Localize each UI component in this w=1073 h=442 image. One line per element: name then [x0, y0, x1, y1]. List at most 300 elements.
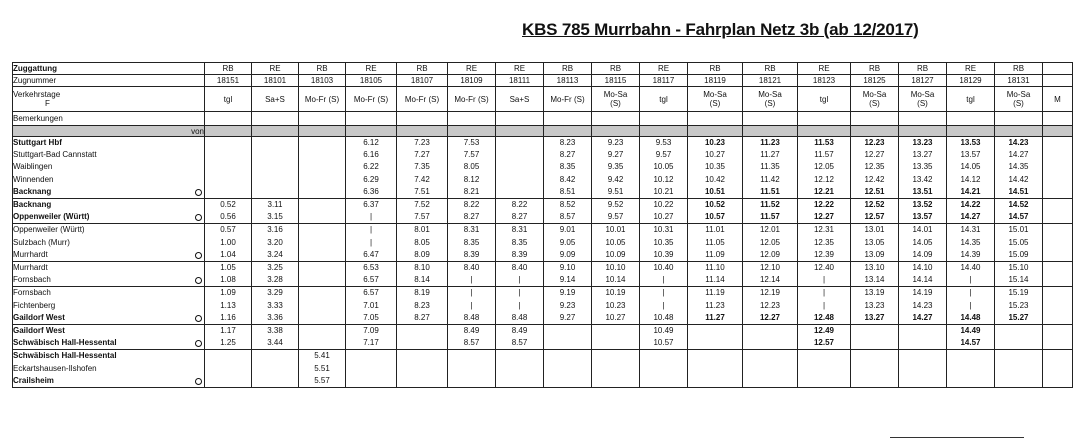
station-name: [13, 363, 204, 375]
departure-time: 8.49: [463, 326, 480, 336]
time-cell: [448, 137, 496, 199]
departure-time: [496, 174, 543, 186]
departure-time: [851, 337, 898, 349]
departure-time: [1043, 199, 1072, 211]
departure-time: 7.17: [363, 338, 379, 348]
departure-time: 15.14: [1008, 275, 1029, 285]
departure-time: [688, 363, 742, 375]
departure-time: [640, 375, 687, 387]
departure-time: [1043, 300, 1072, 312]
departure-time: 3.29: [267, 288, 283, 298]
departure-time: 14.27: [960, 212, 981, 222]
train-number: 18125: [851, 75, 899, 87]
departure-time: [299, 211, 345, 223]
remark-cell: [947, 112, 995, 126]
timetable-container: [12, 62, 1061, 434]
time-cell: [640, 350, 688, 388]
departure-time: 14.27: [912, 312, 933, 322]
station-name-text: Fornsbach: [13, 275, 51, 285]
departure-time: [1043, 337, 1072, 349]
train-category: RB: [688, 63, 743, 75]
departure-time: [899, 325, 946, 337]
train-number: 18119: [688, 75, 743, 87]
departure-time: 1.05: [220, 263, 236, 273]
departure-time: 14.12: [960, 174, 981, 184]
departure-time: 14.22: [960, 200, 981, 210]
departure-time: [205, 174, 251, 186]
departure-time: 8.57: [559, 212, 576, 222]
train-days: tgl: [947, 87, 995, 112]
departure-time: 8.14: [414, 275, 430, 285]
departure-time: 10.48: [653, 312, 674, 322]
time-cell: [397, 224, 448, 262]
departure-time: [496, 137, 543, 149]
departure-time: [1043, 137, 1072, 149]
circle-marker-icon: [195, 189, 202, 196]
remark-cell: [592, 112, 640, 126]
station-block: [13, 325, 1073, 350]
time-cell: [947, 287, 995, 325]
departure-time: [299, 161, 345, 173]
departure-time: [299, 137, 345, 149]
departure-time: 14.42: [1008, 174, 1029, 184]
time-cell: [397, 325, 448, 350]
departure-time: [1043, 350, 1072, 362]
departure-time: 9.19: [559, 288, 576, 298]
departure-time: 10.31: [653, 225, 674, 235]
departure-time: 12.35: [813, 237, 835, 247]
time-cell: [640, 137, 688, 199]
departure-time: 7.23: [414, 138, 430, 147]
time-cell: [205, 137, 252, 199]
departure-time: 7.05: [363, 312, 379, 322]
train-number: [1043, 75, 1073, 87]
departure-time: 7.52: [414, 200, 430, 210]
departure-time: 11.52: [760, 200, 780, 210]
time-cell: [743, 350, 798, 388]
circle-marker-icon: [195, 252, 202, 259]
departure-time: 10.01: [605, 225, 626, 235]
time-cell: [346, 224, 397, 262]
time-cell: [947, 137, 995, 199]
train-days: tgl: [640, 87, 688, 112]
departure-time: 8.57: [511, 338, 528, 348]
departure-time: 14.31: [960, 225, 981, 235]
train-category: RE: [448, 63, 496, 75]
departure-time: 11.19: [705, 288, 725, 298]
von-cell: [544, 126, 592, 137]
departure-time: 9.27: [559, 312, 576, 322]
departure-time: 12.14: [759, 275, 781, 285]
time-cell: [252, 350, 299, 388]
departure-time: |: [969, 300, 972, 310]
time-cell: [299, 287, 346, 325]
remark-cell: [1043, 112, 1073, 126]
departure-time: 10.23: [704, 138, 726, 147]
departure-time: [299, 224, 345, 236]
departure-time: 13.01: [864, 225, 885, 235]
departure-time: 3.25: [267, 263, 283, 273]
departure-time: 12.09: [759, 249, 781, 259]
departure-time: 8.27: [511, 212, 528, 222]
bemerkungen-label: Bemerkungen: [13, 112, 205, 126]
time-cell: [544, 199, 592, 224]
departure-time: |: [369, 212, 373, 222]
remark-cell: [851, 112, 899, 126]
departure-time: 10.21: [653, 186, 674, 196]
train-category: RB: [205, 63, 252, 75]
train-days-text: Mo-Sa (S): [1006, 90, 1031, 108]
time-cell: [743, 325, 798, 350]
von-cell: [688, 126, 743, 137]
station-name: [13, 350, 204, 362]
departure-time: [205, 375, 251, 387]
departure-time: [299, 274, 345, 286]
departure-time: 1.17: [220, 326, 236, 336]
time-cell: [851, 350, 899, 388]
departure-time: 6.37: [363, 200, 379, 210]
time-cell: [688, 350, 743, 388]
station-name: [13, 174, 204, 186]
time-cell: [995, 224, 1043, 262]
station-name-text: Crailsheim: [13, 375, 54, 385]
departure-time: [592, 363, 639, 375]
departure-time: |: [518, 288, 521, 298]
departure-time: |: [662, 300, 665, 310]
time-cell: [851, 199, 899, 224]
departure-time: [205, 137, 251, 149]
remark-cell: [688, 112, 743, 126]
departure-time: 14.23: [1008, 138, 1029, 147]
time-cell: [995, 137, 1043, 199]
train-days-text: Mo-Sa (S): [758, 90, 782, 108]
departure-time: 8.09: [414, 249, 430, 259]
departure-time: 10.39: [653, 249, 674, 259]
departure-time: |: [662, 288, 665, 298]
departure-time: 3.11: [267, 200, 283, 210]
time-cell: [299, 224, 346, 262]
time-cell: [947, 325, 995, 350]
departure-time: 3.36: [267, 312, 283, 322]
time-cell: [496, 287, 544, 325]
time-cell: [592, 325, 640, 350]
time-cell: [592, 224, 640, 262]
departure-time: [640, 363, 687, 375]
departure-time: 6.57: [363, 275, 379, 285]
departure-time: 12.51: [864, 186, 885, 196]
time-cell: [252, 325, 299, 350]
departure-time: 10.22: [653, 200, 674, 210]
departure-time: 7.27: [414, 150, 430, 160]
departure-time: 7.09: [363, 326, 379, 336]
departure-time: |: [369, 237, 373, 247]
departure-time: 8.23: [414, 300, 430, 310]
departure-time: 11.05: [705, 237, 725, 247]
time-cell: [995, 287, 1043, 325]
departure-time: 12.05: [813, 162, 835, 172]
departure-time: 8.48: [511, 312, 528, 322]
departure-time: |: [969, 288, 972, 298]
departure-time: |: [969, 275, 972, 285]
departure-time: 13.10: [864, 263, 885, 273]
departure-time: [1043, 149, 1072, 161]
departure-time: 12.40: [813, 263, 835, 273]
departure-time: 10.23: [605, 300, 626, 310]
departure-time: |: [470, 288, 473, 298]
time-cell: [299, 325, 346, 350]
departure-time: 6.36: [363, 186, 379, 196]
departure-time: 12.10: [759, 263, 781, 273]
station-block: [13, 199, 1073, 224]
von-cell: [995, 126, 1043, 137]
station-block: [13, 287, 1073, 325]
departure-time: 0.52: [220, 200, 236, 210]
remark-cell: [252, 112, 299, 126]
departure-time: 12.52: [864, 200, 885, 210]
departure-time: 8.19: [414, 288, 430, 298]
train-category: RB: [592, 63, 640, 75]
von-cell: [496, 126, 544, 137]
time-cell: [346, 199, 397, 224]
zugnummer-label: Zugnummer: [13, 75, 205, 87]
departure-time: 13.09: [864, 249, 885, 259]
train-number: 18121: [743, 75, 798, 87]
departure-time: 10.27: [605, 312, 626, 322]
departure-time: 13.52: [912, 200, 933, 210]
departure-time: [995, 375, 1042, 387]
time-cell: [205, 199, 252, 224]
train-category: RE: [640, 63, 688, 75]
departure-time: [743, 363, 797, 375]
departure-time: 9.52: [607, 200, 624, 210]
von-cell: [851, 126, 899, 137]
time-cell: [851, 137, 899, 199]
departure-time: [947, 363, 994, 375]
departure-time: 7.35: [414, 162, 430, 172]
departure-time: 8.23: [559, 138, 576, 147]
departure-time: [496, 186, 543, 198]
departure-time: [592, 350, 639, 362]
circle-marker-icon: [195, 378, 202, 385]
departure-time: 8.05: [463, 162, 480, 172]
time-cell: [496, 325, 544, 350]
von-cell: [899, 126, 947, 137]
station-name-text: Fornsbach: [13, 288, 51, 298]
departure-time: [947, 350, 994, 362]
departure-time: [1043, 363, 1072, 375]
document-title: KBS 785 Murrbahn - Fahrplan Netz 3b (ab 12/2017): [522, 20, 919, 39]
von-cell: [252, 126, 299, 137]
departure-time: 8.40: [511, 263, 528, 273]
departure-time: [252, 186, 298, 198]
station-list: [13, 350, 205, 388]
departure-time: 0.56: [220, 212, 236, 222]
train-days: [743, 87, 798, 112]
departure-time: 10.27: [704, 150, 726, 160]
departure-time: [995, 325, 1042, 337]
time-cell: [1043, 224, 1073, 262]
verkehrstage-label: [13, 87, 205, 112]
time-cell: [252, 224, 299, 262]
train-number: 18105: [346, 75, 397, 87]
departure-time: 9.23: [559, 300, 576, 310]
time-cell: [397, 199, 448, 224]
departure-time: 9.09: [559, 249, 576, 259]
departure-time: 8.05: [414, 237, 430, 247]
departure-time: [544, 337, 591, 349]
departure-time: [1043, 224, 1072, 236]
train-days: Mo-Fr (S): [397, 87, 448, 112]
departure-time: [299, 249, 345, 261]
station-name-text: Murrhardt: [13, 263, 48, 273]
departure-time: 13.35: [912, 162, 933, 172]
departure-time: 11.57: [760, 212, 780, 222]
time-cell: [798, 350, 851, 388]
departure-time: 11.23: [760, 138, 780, 147]
von-cell: [397, 126, 448, 137]
departure-time: 8.10: [414, 263, 430, 273]
departure-time: [743, 350, 797, 362]
station-name-text: Backnang: [13, 200, 52, 210]
departure-time: 8.48: [463, 312, 480, 322]
time-cell: [1043, 287, 1073, 325]
departure-time: [346, 363, 396, 375]
departure-time: [448, 350, 495, 362]
departure-time: 5.57: [314, 375, 330, 385]
departure-time: 5.41: [314, 351, 330, 361]
time-cell: [688, 262, 743, 287]
time-cell: [899, 350, 947, 388]
time-cell: [947, 224, 995, 262]
time-cell: [448, 287, 496, 325]
train-days: tgl: [798, 87, 851, 112]
departure-time: [1043, 312, 1072, 324]
departure-time: 3.15: [267, 212, 283, 222]
station-block: [13, 350, 1073, 388]
station-name-text: Gaildorf West: [13, 326, 65, 336]
station-block: [13, 262, 1073, 287]
departure-time: 9.42: [607, 174, 624, 184]
train-category: RB: [899, 63, 947, 75]
time-cell: [448, 325, 496, 350]
departure-time: 1.00: [220, 237, 236, 247]
departure-time: 15.01: [1008, 225, 1029, 235]
departure-time: |: [518, 300, 521, 310]
departure-time: 8.49: [511, 326, 528, 336]
departure-time: [252, 174, 298, 186]
time-cell: [995, 199, 1043, 224]
von-cell: [798, 126, 851, 137]
departure-time: 12.27: [759, 312, 781, 322]
time-cell: [299, 199, 346, 224]
departure-time: 13.23: [864, 300, 885, 310]
row-verkehrstage: [13, 87, 1073, 112]
station-name: [13, 337, 204, 349]
time-cell: [640, 325, 688, 350]
station-block: [13, 137, 1073, 199]
train-category: RE: [252, 63, 299, 75]
time-cell: [448, 199, 496, 224]
departure-time: [1043, 325, 1072, 337]
time-cell: [899, 287, 947, 325]
time-cell: [496, 350, 544, 388]
departure-time: 3.24: [267, 249, 283, 259]
time-cell: [640, 224, 688, 262]
departure-time: |: [369, 225, 373, 235]
departure-time: |: [662, 275, 665, 285]
time-cell: [205, 224, 252, 262]
departure-time: [1043, 249, 1072, 261]
time-cell: [496, 224, 544, 262]
train-days: [592, 87, 640, 112]
train-number: 18151: [205, 75, 252, 87]
row-bemerkungen: [13, 112, 1073, 126]
departure-time: 13.19: [864, 288, 885, 298]
train-days: M: [1043, 87, 1073, 112]
departure-time: [397, 363, 447, 375]
departure-time: [851, 325, 898, 337]
time-cell: [851, 224, 899, 262]
time-cell: [544, 287, 592, 325]
remark-cell: [448, 112, 496, 126]
departure-time: 1.09: [220, 288, 236, 298]
departure-time: 6.47: [363, 249, 379, 259]
departure-time: 10.57: [653, 338, 674, 348]
departure-time: 8.27: [559, 150, 576, 160]
departure-time: [947, 375, 994, 387]
train-days: Mo-Fr (S): [544, 87, 592, 112]
train-days: [688, 87, 743, 112]
departure-time: 10.52: [704, 200, 726, 210]
departure-time: 8.51: [559, 186, 576, 196]
train-days-text: Mo-Sa (S): [603, 90, 628, 108]
departure-time: 9.51: [607, 186, 624, 196]
time-cell: [851, 287, 899, 325]
departure-time: [1043, 375, 1072, 387]
train-category: RE: [496, 63, 544, 75]
time-cell: [252, 137, 299, 199]
departure-time: 14.49: [960, 326, 981, 336]
departure-time: [798, 375, 850, 387]
departure-time: [496, 375, 543, 387]
departure-time: 15.19: [1008, 288, 1029, 298]
departure-time: 12.19: [759, 288, 781, 298]
station-name-text: Oppenweiler (Württ): [13, 225, 85, 235]
train-number: 18111: [496, 75, 544, 87]
station-list: [13, 199, 205, 224]
time-cell: [397, 137, 448, 199]
departure-time: 11.42: [760, 174, 780, 184]
departure-time: 9.05: [559, 237, 576, 247]
departure-time: [995, 350, 1042, 362]
departure-time: 12.42: [864, 174, 885, 184]
departure-time: [1043, 287, 1072, 299]
departure-time: 12.27: [864, 150, 885, 160]
time-cell: [592, 350, 640, 388]
verkehrstage-label-text: Verkehrstage: [13, 90, 61, 99]
departure-time: 6.29: [363, 174, 379, 184]
departure-time: 14.01: [912, 225, 933, 235]
departure-time: |: [822, 275, 826, 285]
time-cell: [798, 325, 851, 350]
departure-time: 7.42: [414, 174, 430, 184]
departure-time: 14.35: [960, 237, 981, 247]
train-category: RB: [743, 63, 798, 75]
time-cell: [899, 262, 947, 287]
departure-time: 9.10: [559, 263, 576, 273]
train-number: 18131: [995, 75, 1043, 87]
departure-time: 10.14: [605, 275, 626, 285]
